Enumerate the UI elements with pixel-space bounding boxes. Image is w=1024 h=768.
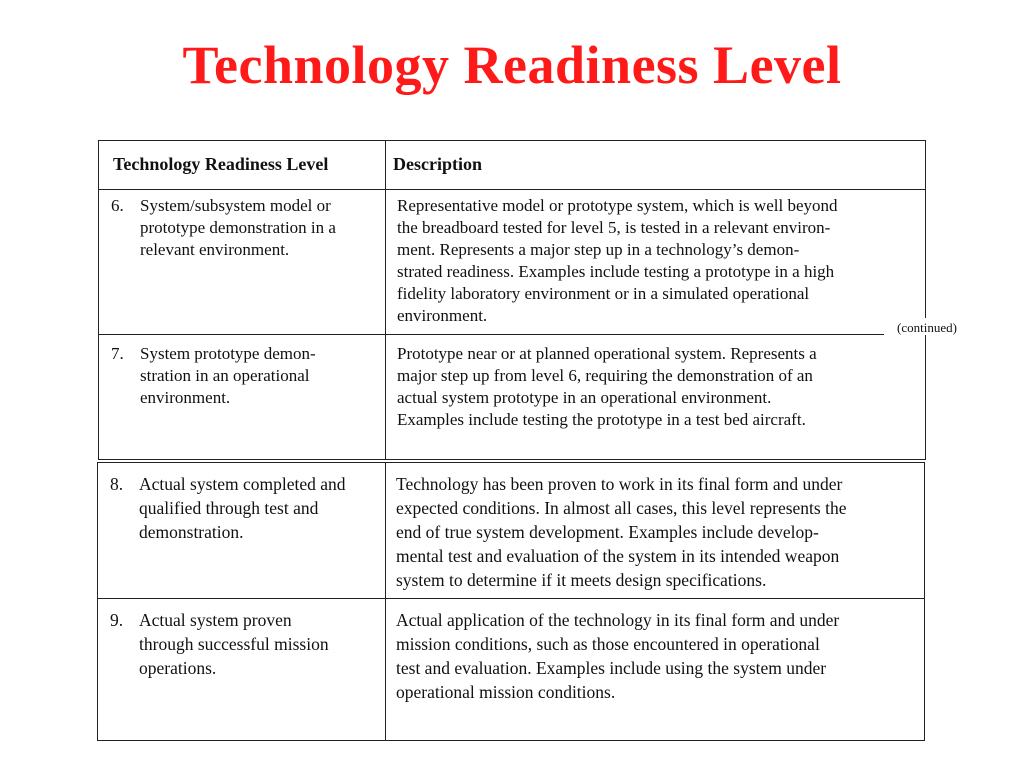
level-description: Representative model or prototype system, which is well beyond the breadboard tested for level 5, is tested in a relevant environ- ment. Represents a major step up in a technology’s demon- strated readiness. Examples include testing a prototype in a high fidelity laboratory environment or in a simulated operational environment. bbox=[397, 196, 838, 325]
level-name: Actual system proven through successful mission operations. bbox=[139, 610, 329, 678]
column-header-description: Description bbox=[393, 154, 482, 174]
table-block-level-7 bbox=[98, 335, 926, 460]
slide-title: Technology Readiness Level bbox=[182, 35, 842, 95]
level-name: System prototype demon- stration in an operational environment. bbox=[140, 344, 316, 407]
table-block-levels-8-9 bbox=[97, 462, 925, 741]
level-number: 9. bbox=[110, 610, 124, 630]
level-name: Actual system completed and qualified through test and demonstration. bbox=[139, 474, 346, 542]
column-header-level: Technology Readiness Level bbox=[113, 154, 329, 174]
level-number: 6. bbox=[111, 196, 124, 215]
level-name: System/subsystem model or prototype demonstration in a relevant environment. bbox=[140, 196, 336, 259]
level-description: Technology has been proven to work in its final form and under expected conditions. In almost all cases, this level represents the end of true system development. Examples include develop- mental test and evaluation of the system in its intended weapon system to determine if it meets design specifications. bbox=[396, 474, 847, 590]
table-block-header-and-level-6 bbox=[98, 140, 926, 335]
level-description: Actual application of the technology in its final form and under mission conditions, such as those encountered in operational test and evaluation. Examples include using the system under operational mission conditions. bbox=[396, 610, 840, 702]
continued-note: (continued) bbox=[884, 318, 970, 338]
level-description: Prototype near or at planned operational system. Represents a major step up from level 6, requiring the demonstration of an actual system prototype in an operational environment. Examples include testing the prototype in a test bed aircraft. bbox=[397, 344, 817, 429]
level-number: 7. bbox=[111, 344, 124, 363]
level-number: 8. bbox=[110, 474, 124, 494]
